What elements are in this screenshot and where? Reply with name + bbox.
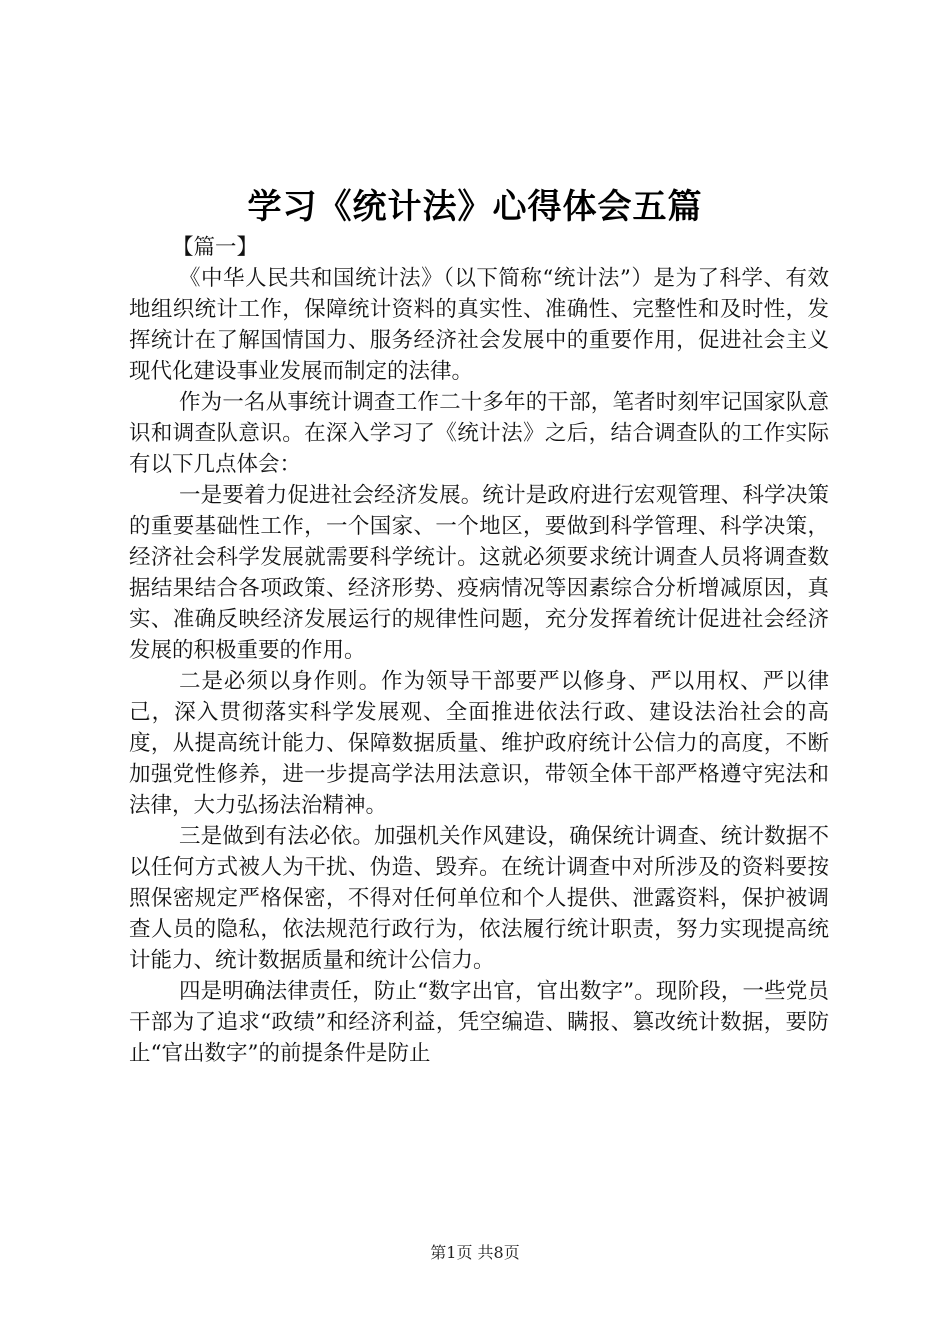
- paragraph-point-two: 二是必须以身作则。作为领导干部要严以修身、严以用权、严以律己，深入贯彻落实科学发展观、全面推进依法行政、建设法治社会的高度，从提高统计能力、保障数据质量、维护政府统计公信力的高度，不断加强党性修养，进一步提高学法用法意识，带领全体干部严格遵守宪法和法律，大力弘扬法治精神。: [129, 669, 829, 818]
- page-footer: 第1页 共8页: [430, 1243, 520, 1262]
- document-body: [129, 232, 829, 1069]
- paragraph-intro: 《中华人民共和国统计法》（以下简称“统计法”）是为了科学、有效地组织统计工作，保障统计资料的真实性、准确性、完整性和及时性，发挥统计在了解国情国力、服务经济社会发展中的重要作用，促进社会主义现代化建设事业发展而制定的法律。: [129, 266, 829, 384]
- section-label: 【篇一】: [172, 235, 259, 260]
- document-title: 学习《统计法》心得体会五篇: [247, 187, 703, 227]
- paragraph-point-four: 四是明确法律责任，防止“数字出官，官出数字”。现阶段，一些党员干部为了追求“政绩”和经济利益，凭空编造、瞒报、篡改统计数据，要防止“官出数字”的前提条件是防止: [129, 979, 829, 1066]
- paragraph-point-one: 一是要着力促进社会经济发展。统计是政府进行宏观管理、科学决策的重要基础性工作，一个国家、一个地区，要做到科学管理、科学决策，经济社会科学发展就需要科学统计。这就必须要求统计调查人员将调查数据结果结合各项政策、经济形势、疫病情况等因素综合分析增减原因，真实、准确反映经济发展运行的规律性问题，充分发挥着统计促进社会经济发展的积极重要的作用。: [129, 483, 829, 663]
- paragraph-point-three: 三是做到有法必依。加强机关作风建设，确保统计调查、统计数据不以任何方式被人为干扰、伪造、毁弃。在统计调查中对所涉及的资料要按照保密规定严格保密，不得对任何单位和个人提供、泄露资料，保护被调查人员的隐私，依法规范行政行为，依法履行统计职责，努力实现提高统计能力、统计数据质量和统计公信力。: [129, 824, 829, 973]
- paragraph-author-context: 作为一名从事统计调查工作二十多年的干部，笔者时刻牢记国家队意识和调查队意识。在深入学习了《统计法》之后，结合调查队的工作实际有以下几点体会：: [129, 390, 829, 477]
